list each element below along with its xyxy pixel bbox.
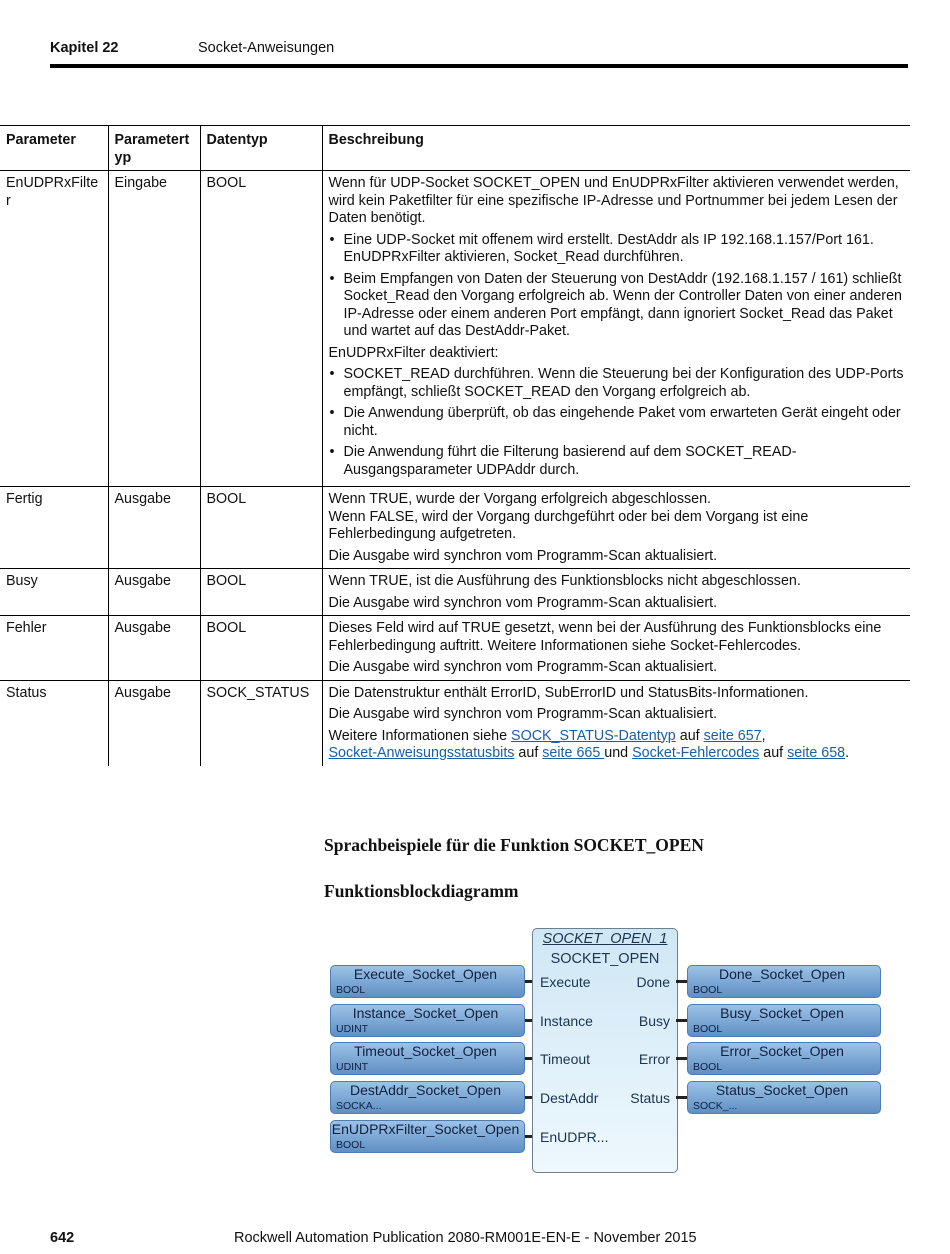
connection-wire	[676, 1057, 687, 1060]
cell-parametertyp: Ausgabe	[108, 616, 200, 681]
cell-parameter: Fehler	[0, 616, 108, 681]
bullet-item: • Eine UDP-Socket mit offenem wird erstellt. DestAddr als IP 192.168.1.157/Port 161. EnUDPRxFilter aktivieren, Socket_Read durchführen.	[344, 232, 906, 267]
section-title: Socket-Anweisungen	[198, 40, 335, 56]
bullet-list	[329, 366, 906, 479]
table-row	[0, 569, 910, 616]
parameter-table	[0, 125, 910, 766]
variable-type: UDINT	[336, 1023, 369, 1035]
input-variable[interactable]	[330, 1004, 525, 1037]
link-socket-fehlercodes[interactable]: Socket-Fehlercodes	[632, 745, 760, 761]
table-row	[0, 616, 910, 681]
description-text: Wenn für UDP-Socket SOCKET_OPEN und EnUDPRxFilter aktivieren verwendet werden, wird kein Paketfilter für eine spezifische IP-Adresse und Portnummer bei jedem Lesen der Daten benötigt.	[328, 175, 899, 226]
link-sock-status-datentyp[interactable]: SOCK_STATUS-Datentyp	[511, 727, 676, 744]
cell-parametertyp: Eingabe	[108, 171, 200, 487]
variable-name: EnUDPRxFilter_Socket_Open	[331, 1121, 520, 1137]
bullet-item: • SOCKET_READ durchführen. Wenn die Steuerung bei der Konfiguration des UDP-Ports empfängt, schließt SOCKET_READ den Vorgang erfolgreich ab.	[344, 366, 906, 401]
link-seite-658[interactable]: seite 658	[787, 745, 846, 761]
cell-datentyp: BOOL	[200, 616, 322, 681]
block-instance-name: SOCKET_OPEN_1	[542, 931, 668, 947]
bullet-item: • Die Anwendung überprüft, ob das eingehende Paket vom erwarteten Gerät eingeht oder nicht.	[344, 405, 906, 440]
page-number: 642	[50, 1230, 75, 1246]
output-variable[interactable]	[687, 1042, 881, 1075]
col-header-beschreibung: Beschreibung	[322, 126, 910, 171]
variable-type: BOOL	[336, 1139, 366, 1151]
socket-open-block[interactable]	[532, 928, 678, 1173]
description-text: Die Ausgabe wird synchron vom Programm-Scan aktualisiert.	[328, 706, 718, 722]
variable-name: DestAddr_Socket_Open	[350, 1082, 501, 1098]
variable-type: SOCKA...	[336, 1100, 382, 1112]
connection-wire	[676, 1019, 687, 1022]
output-variable[interactable]	[687, 965, 881, 998]
cell-parameter: Fertig	[0, 487, 108, 569]
cell-parametertyp: Ausgabe	[108, 680, 200, 766]
bullet-list	[329, 232, 906, 341]
description-text: Wenn TRUE, wurde der Vorgang erfolgreich abgeschlossen.	[328, 491, 712, 507]
input-variable[interactable]	[330, 1120, 525, 1153]
input-pin-instance: Instance	[540, 1013, 593, 1029]
input-variable[interactable]	[330, 1081, 525, 1114]
bullet-item: • Beim Empfangen von Daten der Steuerung von DestAddr (192.168.1.157 / 161) schließt Socket_Read den Vorgang erfolgreich ab. Wenn der Controller Daten von einer anderen IP-Adresse oder einem anderen Port empfängt, dann ignoriert Socket_Read das Paket und wartet auf das DestAddr-Paket.	[344, 271, 906, 341]
input-variable[interactable]	[330, 965, 525, 998]
cell-beschreibung	[322, 616, 910, 681]
page-header	[50, 38, 908, 68]
description-text: Die Datenstruktur enthält ErrorID, SubErrorID und StatusBits-Informationen.	[328, 684, 809, 701]
input-pin-enudprxfilter: EnUDPR...	[540, 1129, 609, 1145]
cell-parameter: Busy	[0, 569, 108, 616]
publication-info: Rockwell Automation Publication 2080-RM001E-EN-E - November 2015	[234, 1230, 697, 1246]
description-text: Die Ausgabe wird synchron vom Programm-Scan aktualisiert.	[328, 547, 718, 564]
ref-text: auf	[759, 745, 788, 761]
bullet-item: • Die Anwendung führt die Filterung basierend auf dem SOCKET_READ-Ausgangsparameter UDPAddr durch.	[344, 444, 906, 479]
table-row	[0, 487, 910, 569]
input-pin-execute: Execute	[540, 974, 591, 990]
variable-type: SOCK_...	[693, 1100, 738, 1112]
cell-beschreibung	[322, 487, 910, 569]
ref-text: ,	[761, 727, 766, 744]
description-text: EnUDPRxFilter deaktiviert:	[328, 344, 499, 361]
ref-text: und	[604, 745, 633, 761]
variable-type: BOOL	[336, 984, 366, 996]
table-row	[0, 171, 910, 487]
cell-parametertyp: Ausgabe	[108, 569, 200, 616]
variable-name: Status_Socket_Open	[715, 1082, 849, 1098]
output-variable[interactable]	[687, 1004, 881, 1037]
block-function-name: SOCKET_OPEN	[550, 951, 660, 967]
chapter-label: Kapitel 22	[50, 40, 119, 56]
cell-parameter: EnUDPRxFilter	[0, 171, 108, 487]
col-header-parametertyp: Parametertyp	[108, 126, 200, 171]
cell-datentyp: BOOL	[200, 487, 322, 569]
input-pin-destaddr: DestAddr	[540, 1090, 599, 1106]
variable-name: Busy_Socket_Open	[720, 1005, 844, 1021]
output-pin-status: Status	[630, 1090, 670, 1106]
output-pin-done: Done	[636, 974, 670, 990]
variable-type: BOOL	[693, 1023, 723, 1035]
cell-beschreibung	[322, 569, 910, 616]
output-variable[interactable]	[687, 1081, 881, 1114]
ref-text: Weitere Informationen siehe	[328, 727, 512, 744]
section-heading: Sprachbeispiele für die Funktion SOCKET_OPEN	[324, 835, 704, 855]
description-text: Die Ausgabe wird synchron vom Programm-Scan aktualisiert.	[328, 659, 718, 675]
description-text: Wenn FALSE, wird der Vorgang durchgeführt oder bei dem Vorgang ist eine Fehlerbedingung aufgetreten.	[328, 508, 809, 542]
ref-text: .	[845, 745, 850, 761]
link-seite-657[interactable]: seite 657	[703, 727, 762, 744]
variable-name: Execute_Socket_Open	[353, 966, 498, 982]
cell-parametertyp: Ausgabe	[108, 487, 200, 569]
cell-beschreibung	[322, 171, 910, 487]
variable-type: BOOL	[693, 1061, 723, 1073]
description-text: Wenn TRUE, ist die Ausführung des Funktionsblocks nicht abgeschlossen.	[328, 573, 801, 589]
variable-name: Done_Socket_Open	[718, 966, 846, 982]
variable-name: Timeout_Socket_Open	[354, 1043, 497, 1059]
output-pin-busy: Busy	[638, 1013, 670, 1029]
cell-datentyp: BOOL	[200, 171, 322, 487]
table-header-row	[0, 126, 910, 171]
cell-beschreibung	[322, 680, 910, 766]
cell-datentyp: SOCK_STATUS	[200, 680, 322, 766]
col-header-datentyp: Datentyp	[200, 126, 322, 171]
variable-name: Error_Socket_Open	[720, 1043, 844, 1059]
table-row	[0, 680, 910, 766]
cell-parameter: Status	[6, 684, 47, 701]
link-socket-anweisungsstatusbits[interactable]: Socket-Anweisungsstatusbits	[328, 745, 515, 761]
variable-name: Instance_Socket_Open	[352, 1005, 499, 1021]
variable-type: BOOL	[693, 984, 723, 996]
subsection-heading: Funktionsblockdiagramm	[324, 881, 519, 901]
reference-text	[329, 728, 906, 763]
description-text: Dieses Feld wird auf TRUE gesetzt, wenn bei der Ausführung des Funktionsblocks eine Fehlerbedingung auftritt. Weitere Informationen siehe Socket-Fehlercodes.	[328, 620, 882, 654]
connection-wire	[676, 1096, 687, 1099]
input-variable[interactable]	[330, 1042, 525, 1075]
function-block-diagram	[328, 925, 884, 1175]
variable-type: UDINT	[336, 1061, 369, 1073]
connection-wire	[676, 980, 687, 983]
cell-datentyp: BOOL	[200, 569, 322, 616]
col-header-parameter: Parameter	[0, 126, 108, 171]
input-pin-timeout: Timeout	[540, 1051, 591, 1067]
output-pin-error: Error	[638, 1051, 670, 1067]
link-seite-665[interactable]: seite 665	[542, 745, 605, 761]
ref-text: auf	[675, 727, 704, 744]
description-text: Die Ausgabe wird synchron vom Programm-Scan aktualisiert.	[328, 594, 718, 611]
ref-text: auf	[514, 745, 543, 761]
